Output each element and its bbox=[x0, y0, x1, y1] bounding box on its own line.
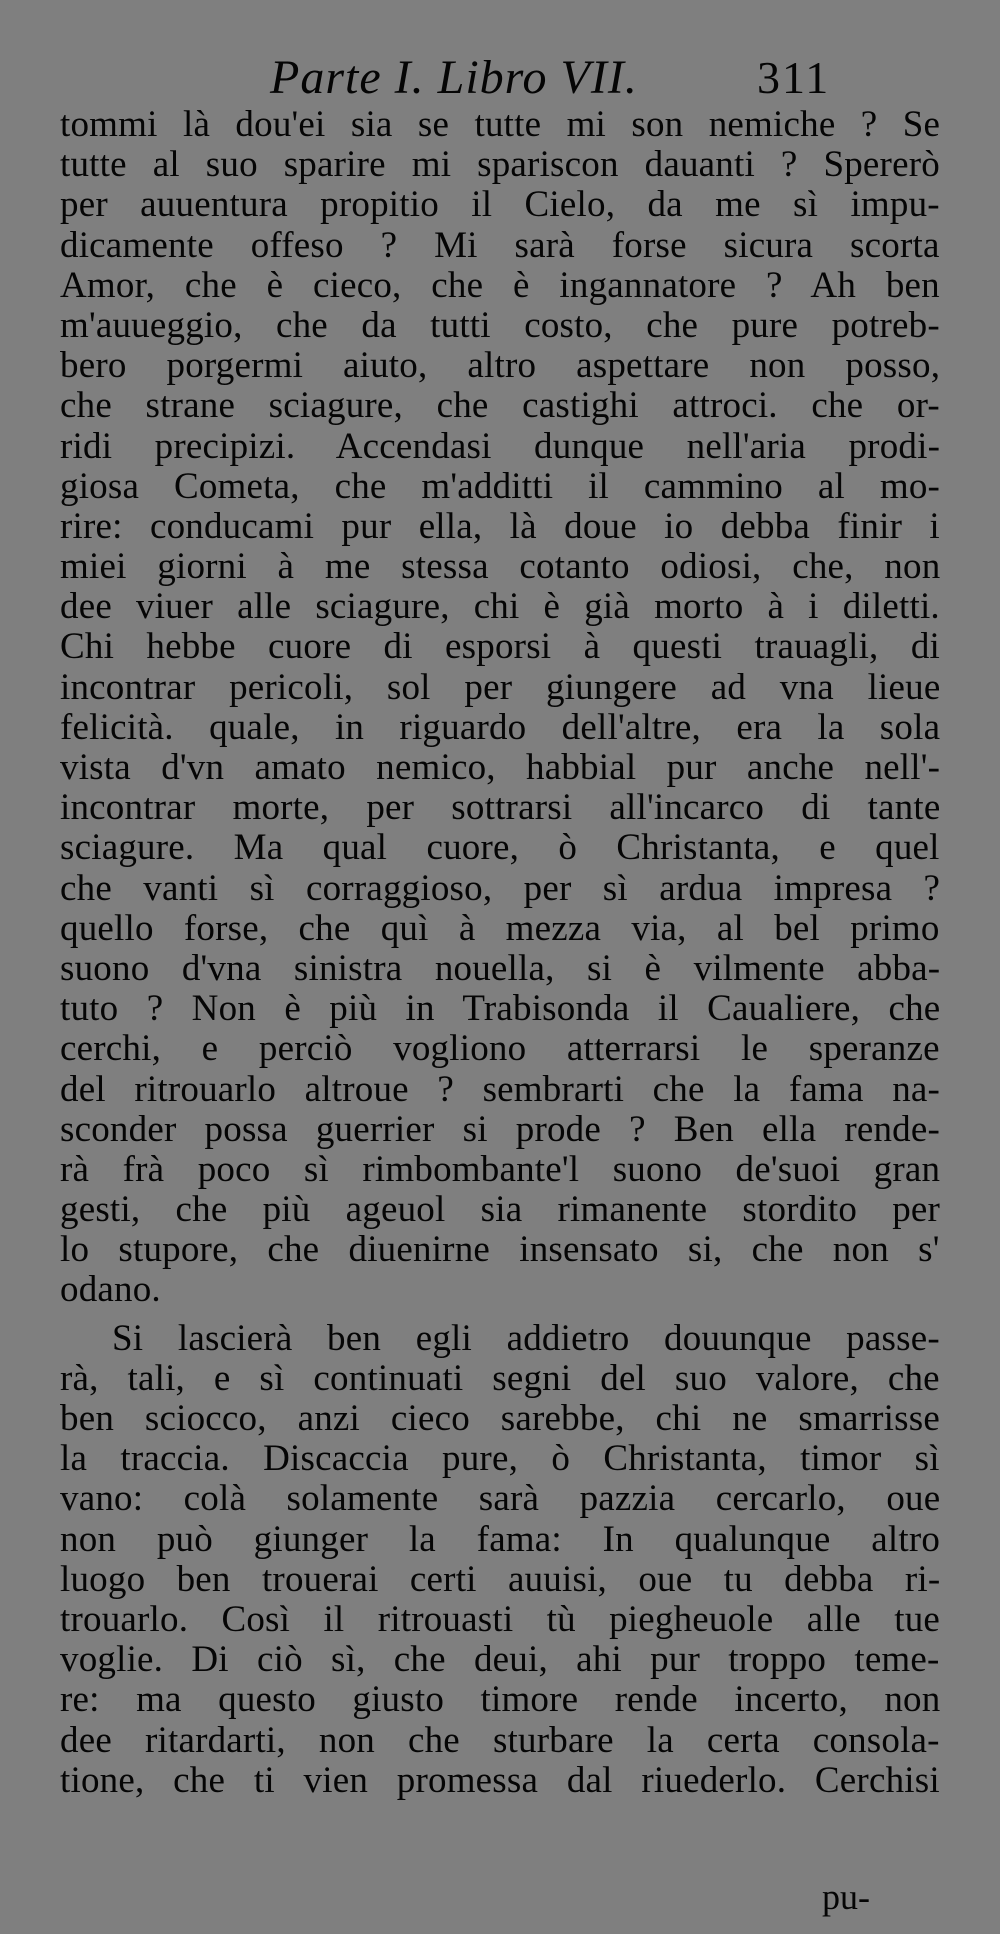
text-line: rà frà poco sì rimbombante'l suono de'suoi gran bbox=[60, 1149, 940, 1190]
text-line: cerchi, e perciò vogliono atterrarsi le speranze bbox=[60, 1029, 940, 1070]
text-line: sciagure. Ma qual cuore, ò Christanta, e quel bbox=[60, 828, 940, 869]
text-line: tuto ? Non è più in Trabisonda il Caualiere, che bbox=[60, 989, 940, 1030]
text-line: Si lascierà ben egli addietro douunque passe- bbox=[112, 1318, 940, 1359]
paragraph bbox=[60, 1319, 940, 1801]
body-text bbox=[60, 105, 940, 1801]
text-line: tione, che ti vien promessa dal riuederlo. Cerchisi bbox=[60, 1760, 940, 1801]
text-line: del ritrouarlo altroue ? sembrarti che la fama na- bbox=[60, 1069, 940, 1110]
text-line: Amor, che è cieco, che è ingannatore ? Ah ben bbox=[60, 265, 940, 306]
text-line: la traccia. Discaccia pure, ò Christanta, timor sì bbox=[60, 1439, 940, 1480]
text-line: quello forse, che quì à mezza via, al bel primo bbox=[60, 908, 940, 949]
page-header bbox=[0, 48, 1000, 108]
text-line: ridi precipizi. Accendasi dunque nell'aria prodi- bbox=[60, 426, 940, 467]
text-line: re: ma questo giusto timore rende incerto, non bbox=[60, 1680, 940, 1721]
text-line: Chi hebbe cuore di esporsi à questi trauagli, di bbox=[60, 627, 940, 668]
text-line: che vanti sì corraggioso, per sì ardua impresa ? bbox=[60, 868, 940, 909]
text-line: dee ritardarti, non che sturbare la certa consola- bbox=[60, 1720, 940, 1761]
text-line: m'auueggio, che da tutti costo, che pure potreb- bbox=[60, 305, 940, 346]
text-line: che strane sciagure, che castighi attroci. che or- bbox=[60, 386, 940, 427]
text-line: sconder possa guerrier si prode ? Ben ella rende- bbox=[60, 1109, 940, 1150]
text-line: lo stupore, che diuenirne insensato si, che non s' bbox=[60, 1230, 940, 1271]
text-line: luogo ben trouerai certi auuisi, oue tu debba ri- bbox=[60, 1559, 940, 1600]
text-line: voglie. Di ciò sì, che deui, ahi pur troppo teme- bbox=[60, 1640, 940, 1681]
catchword: pu- bbox=[822, 1877, 870, 1917]
page-number: 311 bbox=[757, 52, 831, 103]
running-head: Parte I. Libro VII. bbox=[270, 51, 638, 104]
text-line: felicità. quale, in riguardo dell'altre, era la sola bbox=[60, 707, 940, 748]
text-line: vano: colà solamente sarà pazzia cercarlo, oue bbox=[60, 1479, 940, 1520]
text-line: giosa Cometa, che m'additti il cammino al mo- bbox=[60, 466, 940, 507]
text-line: suono d'vna sinistra nouella, si è vilmente abba- bbox=[60, 948, 940, 989]
text-line: tommi là dou'ei sia se tutte mi son nemiche ? Se bbox=[60, 105, 940, 145]
text-line: bero porgermi aiuto, altro aspettare non posso, bbox=[60, 346, 940, 387]
text-line: incontrar pericoli, sol per giungere ad vna lieue bbox=[60, 667, 940, 708]
text-line: miei giorni à me stessa cotanto odiosi, che, non bbox=[60, 547, 940, 588]
text-line: dee viuer alle sciagure, chi è già morto à i diletti. bbox=[60, 587, 940, 628]
text-line: per auuentura propitio il Cielo, da me sì impu- bbox=[60, 185, 940, 226]
text-line: dicamente offeso ? Mi sarà forse sicura scorta bbox=[60, 225, 940, 266]
text-line: rire: conducami pur ella, là doue io debba finir i bbox=[60, 506, 940, 547]
text-line: non può giunger la fama: In qualunque altro bbox=[60, 1519, 940, 1560]
text-line: gesti, che più ageuol sia rimanente stordito per bbox=[60, 1190, 940, 1231]
text-line: rà, tali, e sì continuati segni del suo valore, che bbox=[60, 1358, 940, 1399]
text-line: incontrar morte, per sottrarsi all'incarco di tante bbox=[60, 788, 940, 829]
text-line: trouarlo. Così il ritrouasti tù piegheuole alle tue bbox=[60, 1599, 940, 1640]
text-line: tutte al suo sparire mi spariscon dauanti ? Spererò bbox=[60, 145, 940, 186]
paragraph-gap bbox=[60, 1311, 940, 1319]
text-line: ben sciocco, anzi cieco sarebbe, chi ne smarrisse bbox=[60, 1399, 940, 1439]
text-line: vista d'vn amato nemico, habbial pur anche nell'- bbox=[60, 748, 940, 788]
paragraph bbox=[60, 105, 940, 1311]
text-line: odano. bbox=[60, 1270, 161, 1311]
